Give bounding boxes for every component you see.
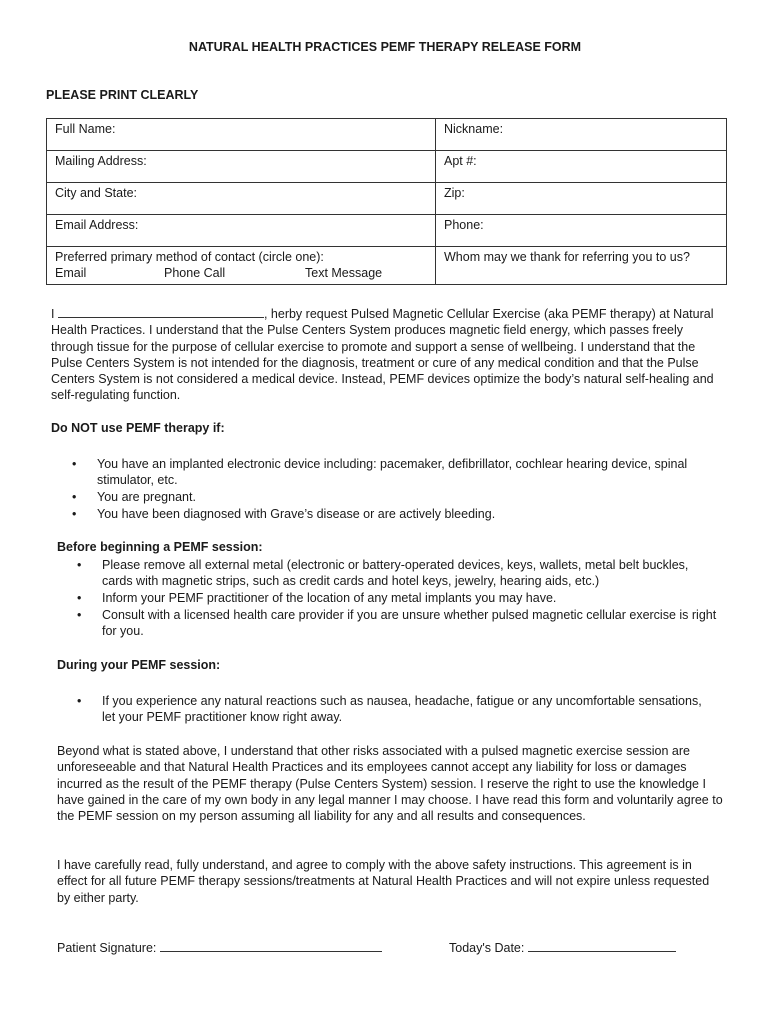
patient-signature-label: Patient Signature: — [57, 941, 157, 955]
apt-field[interactable] — [436, 151, 727, 183]
intro-prefix: I — [51, 307, 55, 321]
page-title: NATURAL HEALTH PRACTICES PEMF THERAPY RELEASE FORM — [188, 40, 582, 54]
email-address-field[interactable] — [47, 215, 436, 247]
phone-label: Phone: — [444, 218, 484, 232]
during-session-list — [77, 693, 707, 726]
before-session-list — [77, 557, 722, 640]
zip-field[interactable] — [436, 183, 727, 215]
contact-option-text-message[interactable]: Text Message — [305, 266, 383, 280]
list-item: • You have an implanted electronic device including: pacemaker, defibrillator, cochlear hearing device, spinal stimulator, etc. — [72, 456, 697, 489]
intro-text: , herby request Pulsed Magnetic Cellular Exercise (aka PEMF therapy) at Natural Health Practices. I understand that the Pulse Centers System produces magnetic field energy, which passes freely through tissue for the purpose of cellular exercise to promote and support a sense of wellbeing. I understand that the Pulse Centers System is not intended for the diagnosis, treatment or cure of any medical condition and that the Pulse Centers System is not considered a medical device. Instead, PEMF devices optimize the body’s natural self-healing and self-regulating function. — [51, 307, 714, 403]
patient-info-table — [46, 118, 727, 285]
list-item: • Please remove all external metal (electronic or battery-operated devices, keys, wallets, metal belt buckles, cards with magnetic strips, such as credit cards and hotel keys, jewelry, hearing aids, etc.) — [77, 557, 722, 590]
print-clearly-note: PLEASE PRINT CLEARLY — [46, 88, 199, 102]
do-not-list — [72, 456, 697, 523]
agreement-paragraph: I have carefully read, fully understand, and agree to comply with the above safety instructions. This agreement is in effect for all future PEMF therapy sessions/treatments at Natural Health Practices and will not expire unless requested by either party. — [57, 858, 710, 905]
list-item: • You have been diagnosed with Grave’s disease or are actively bleeding. — [72, 506, 697, 522]
todays-date-line — [449, 940, 676, 955]
email-address-label: Email Address: — [55, 218, 139, 232]
intro-paragraph — [51, 306, 723, 404]
city-state-field[interactable] — [47, 183, 436, 215]
nickname-label: Nickname: — [444, 122, 504, 136]
list-item: • If you experience any natural reactions such as nausea, headache, fatigue or any uncomfortable sensations, let your PEMF practitioner know right away. — [77, 693, 707, 726]
todays-date-label: Today's Date: — [449, 941, 525, 955]
referral-label: Whom may we thank for referring you to us? — [444, 250, 690, 264]
contact-option-email[interactable]: Email — [55, 266, 87, 280]
todays-date-blank[interactable] — [528, 940, 676, 952]
contact-method-label: Preferred primary method of contact (circle one): — [55, 250, 324, 264]
risks-paragraph: Beyond what is stated above, I understand that other risks associated with a pulsed magnetic exercise session are unforeseeable and that Natural Health Practices and its employees cannot accept any liability for loss or damages incurred as the result of the PEMF therapy (Pulse Centers System) session. I reserve the right to use the knowledge I have gained in the care of my own body in any legal manner I may choose. I have read this form and voluntarily agree to the PEMF session on my person assuming all liability for any and all results and consequences. — [57, 744, 723, 824]
during-session-heading: During your PEMF session: — [57, 658, 221, 672]
contact-option-phone-call[interactable]: Phone Call — [164, 266, 226, 280]
referral-field[interactable] — [436, 247, 727, 285]
contact-method-field — [47, 247, 436, 285]
full-name-label: Full Name: — [55, 122, 116, 136]
full-name-field[interactable] — [47, 119, 436, 151]
city-state-label: City and State: — [55, 186, 137, 200]
phone-field[interactable] — [436, 215, 727, 247]
list-item: • Inform your PEMF practitioner of the location of any metal implants you may have. — [77, 590, 722, 606]
mailing-address-field[interactable] — [47, 151, 436, 183]
apt-label: Apt #: — [444, 154, 477, 168]
zip-label: Zip: — [444, 186, 465, 200]
do-not-heading: Do NOT use PEMF therapy if: — [51, 421, 225, 435]
patient-signature-line — [57, 940, 382, 955]
mailing-address-label: Mailing Address: — [55, 154, 147, 168]
list-item: • Consult with a licensed health care provider if you are unsure whether pulsed magnetic cellular exercise is right for you. — [77, 607, 722, 640]
name-blank[interactable] — [58, 306, 264, 318]
before-session-heading: Before beginning a PEMF session: — [57, 540, 263, 554]
list-item: • You are pregnant. — [72, 489, 697, 505]
patient-signature-blank[interactable] — [160, 940, 382, 952]
nickname-field[interactable] — [436, 119, 727, 151]
